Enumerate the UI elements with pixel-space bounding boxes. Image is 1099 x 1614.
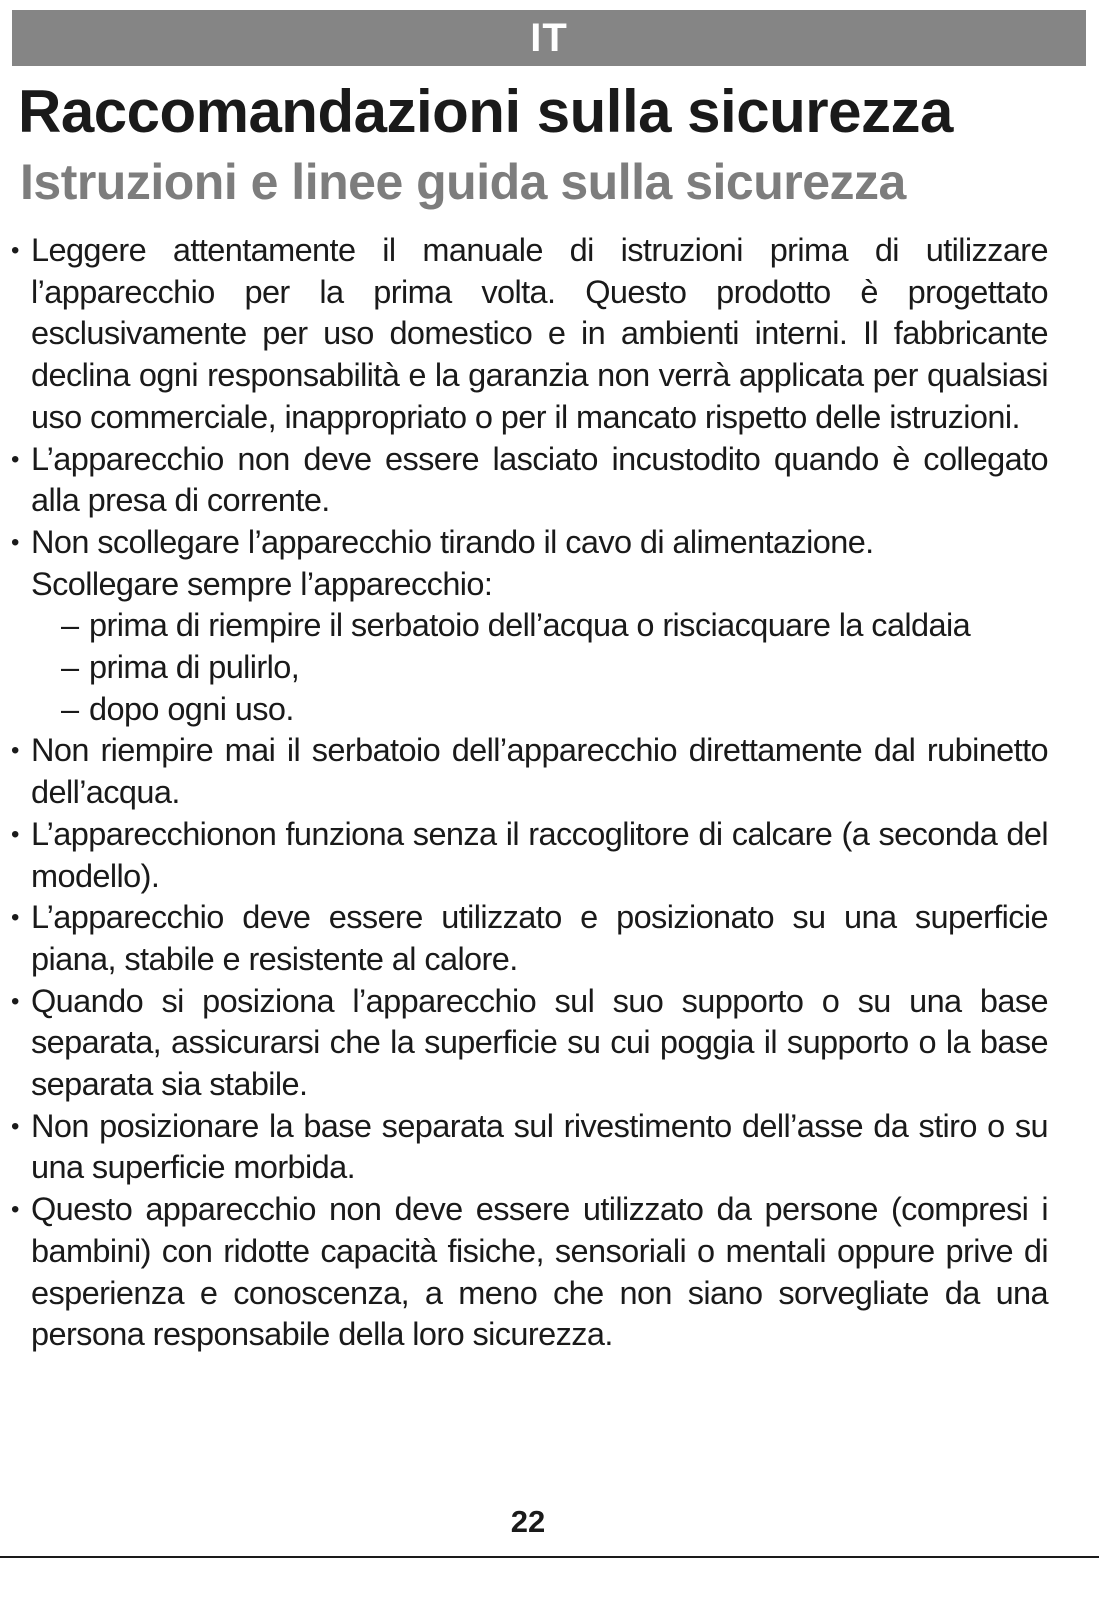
unplug-sublist [31,605,1048,730]
list-item [8,814,1048,897]
list-item [8,230,1048,439]
list-item-text: Non scollegare l’apparecchio tirando il cavo di alimentazione. [31,523,874,560]
list-item [8,730,1048,813]
sublist-item-text: prima di pulirlo, [89,649,300,686]
dash-marker: – [61,690,79,727]
list-item-text: Non riempire mai il serbatoio dell’apparecchio direttamente dal rubinetto dell’acqua. [31,732,1048,811]
language-tab [12,10,1086,66]
list-item [8,981,1048,1106]
language-code: IT [530,16,568,60]
list-item-text: Non posizionare la base separata sul rivestimento dell’asse da stiro o su una superficie morbida. [31,1107,1048,1186]
list-item-text: L’apparecchio non deve essere lasciato incustodito quando è collegato alla presa di corrente. [31,440,1048,519]
sublist-item-text: dopo ogni uso. [89,690,294,727]
list-item-text: L’apparecchionon funziona senza il raccoglitore di calcare (a seconda del modello). [31,815,1048,894]
footer-divider [0,1556,1099,1558]
list-item [8,1106,1048,1189]
list-item [8,1189,1048,1356]
dash-marker: – [61,607,79,644]
sublist-item [31,689,1048,731]
sublist-item [31,605,1048,647]
list-item-text: Quando si posiziona l’apparecchio sul suo supporto o su una base separata, assicurarsi che la superficie su cui poggia il supporto o la base separata sia stabile. [31,982,1048,1103]
page-number: 22 [510,1504,546,1539]
safety-instructions-list [8,230,1048,1356]
list-item [8,522,1048,731]
sublist-item-text: prima di riempire il serbatoio dell’acqua o risciacquare la caldaia [89,607,971,644]
page-title: Raccomandazioni sulla sicurezza [18,78,953,145]
sublist-item [31,647,1048,689]
page-subtitle: Istruzioni e linee guida sulla sicurezza [20,154,906,210]
unplug-intro: Scollegare sempre l’apparecchio: [31,565,493,602]
list-item-text: Leggere attentamente il manuale di istruzioni prima di utilizzare l’apparecchio per la prima volta. Questo prodotto è progettato esclusivamente per uso domestico e in ambienti interni. Il fabbricante declina ogni responsabilità e la garanzia non verrà applicata per qualsiasi uso commerciale, inappropriato o per il mancato rispetto delle istruzioni. [31,232,1048,435]
list-item-text: L’apparecchio deve essere utilizzato e posizionato su una superficie piana, stabile e resistente al calore. [31,899,1048,977]
list-item [8,897,1048,980]
dash-marker: – [61,649,79,686]
list-item-text: Questo apparecchio non deve essere utilizzato da persone (compresi i bambini) con ridotte capacità fisiche, sensoriali o mentali oppure prive di esperienza e conoscenza, a meno che non siano sorvegliate da una persona responsabile della loro sicurezza. [31,1191,1048,1353]
list-item [8,439,1048,522]
